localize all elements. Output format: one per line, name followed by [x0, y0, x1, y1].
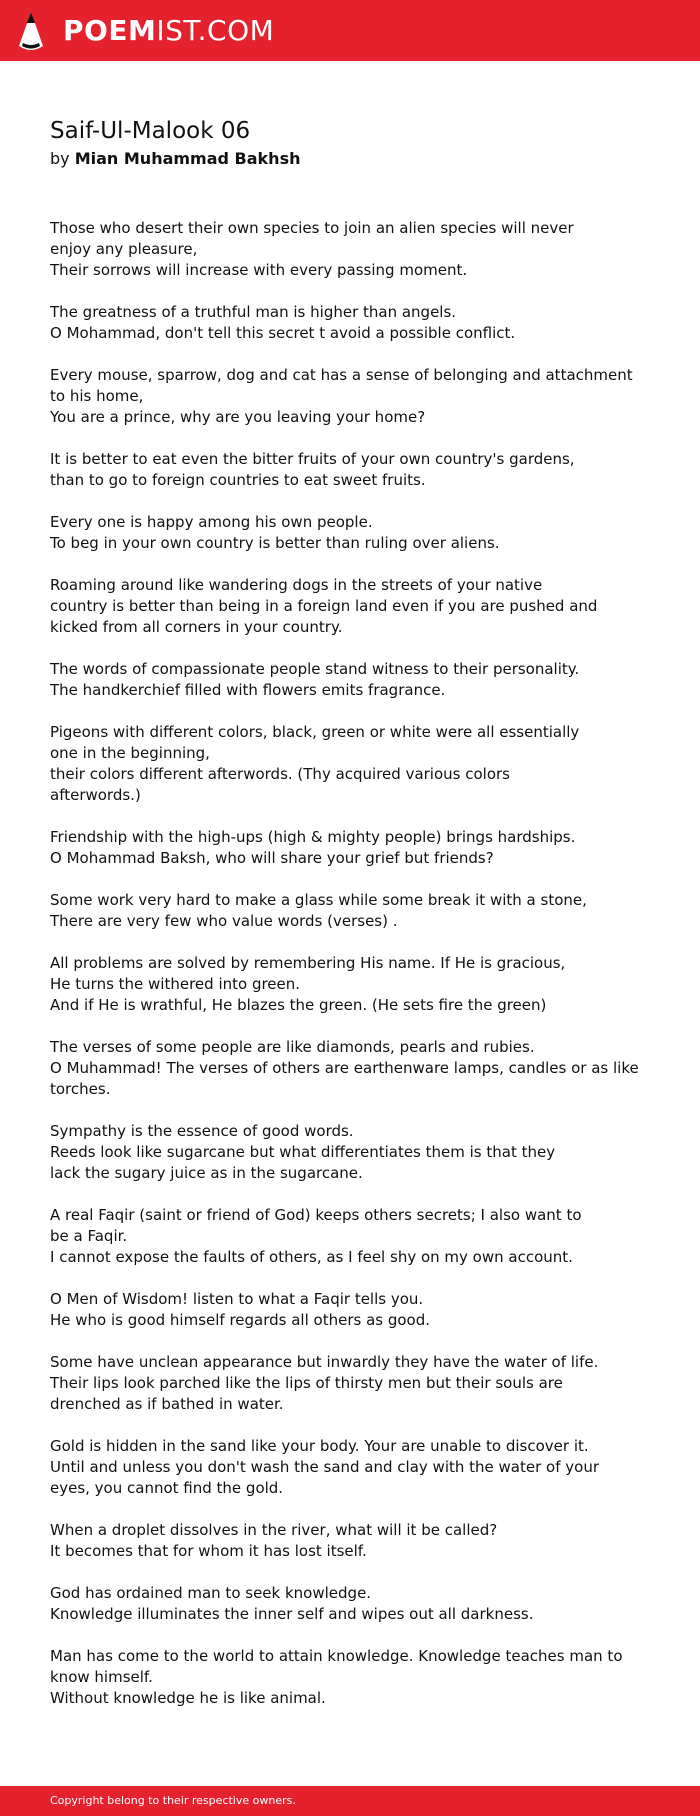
poem-line: lack the sugary juice as in the sugarcane.: [50, 1164, 363, 1182]
poem-line: The words of compassionate people stand witness to their personality.: [50, 660, 580, 678]
poem-line: know himself.: [50, 1668, 153, 1686]
stanza: [50, 1436, 610, 1499]
poem-line: than to go to foreign countries to eat sweet fruits.: [50, 471, 426, 489]
site-footer: [0, 1786, 700, 1816]
stanza: [50, 512, 610, 554]
stanza: [50, 1205, 610, 1268]
poem-line: eyes, you cannot find the gold.: [50, 1479, 284, 1497]
stanza: [50, 218, 610, 281]
stanza: [50, 953, 610, 1016]
poem-line: The greatness of a truthful man is higher than angels.: [50, 303, 457, 321]
byline-prefix: by: [50, 149, 70, 168]
poem-line: Gold is hidden in the sand like your body. Your are unable to discover it.: [50, 1437, 589, 1455]
poem-line: All problems are solved by remembering His name. If He is gracious,: [50, 954, 566, 972]
poem-line: to his home,: [50, 387, 144, 405]
stanza: [50, 722, 610, 806]
poem-line: enjoy any pleasure,: [50, 240, 198, 258]
poem-title: Saif-Ul-Malook 06: [50, 118, 251, 144]
poem-line: Some work very hard to make a glass while some break it with a stone,: [50, 891, 587, 909]
stanza: [50, 302, 610, 344]
author-name[interactable]: Mian Muhammad Bakhsh: [74, 149, 301, 168]
poem-line: It becomes that for whom it has lost itself.: [50, 1542, 367, 1560]
stanza: [50, 659, 610, 701]
poem-line: Those who desert their own species to join an alien species will never: [50, 219, 574, 237]
logo-text-light: IST.COM: [156, 14, 275, 47]
poem-line: He who is good himself regards all others as good.: [50, 1311, 431, 1329]
poem-line: Until and unless you don't wash the sand and clay with the water of your: [50, 1458, 599, 1476]
poem-line: And if He is wrathful, He blazes the green. (He sets fire the green): [50, 996, 547, 1014]
stanza: [50, 890, 610, 932]
stanza: [50, 449, 610, 491]
poem-line: country is better than being in a foreign land even if you are pushed and: [50, 597, 598, 615]
poem-line: Knowledge illuminates the inner self and wipes out all darkness.: [50, 1605, 534, 1623]
site-header: [0, 0, 700, 61]
poem-line: It is better to eat even the bitter fruits of your own country's gardens,: [50, 450, 575, 468]
pencil-logo-icon: [17, 10, 45, 52]
poem-line: O Men of Wisdom! listen to what a Faqir tells you.: [50, 1290, 424, 1308]
poem-line: be a Faqir.: [50, 1227, 128, 1245]
poem-line: Sympathy is the essence of good words.: [50, 1122, 354, 1140]
poem-line: The handkerchief filled with flowers emits fragrance.: [50, 681, 446, 699]
poem-line: Their lips look parched like the lips of thirsty men but their souls are: [50, 1374, 563, 1392]
poem-line: Man has come to the world to attain knowledge. Knowledge teaches man to: [50, 1647, 623, 1665]
poem-line: Without knowledge he is like animal.: [50, 1689, 326, 1707]
byline: [50, 148, 300, 170]
poem-line: He turns the withered into green.: [50, 975, 301, 993]
stanza: [50, 1121, 610, 1184]
poem-line: A real Faqir (saint or friend of God) keeps others secrets; I also want to: [50, 1206, 582, 1224]
site-logo-text: [63, 10, 274, 52]
poem-line: their colors different afterwords. (Thy acquired various colors: [50, 765, 510, 783]
poem-line: Some have unclean appearance but inwardly they have the water of life.: [50, 1353, 599, 1371]
poem-line: I cannot expose the faults of others, as I feel shy on my own account.: [50, 1248, 573, 1266]
stanza: [50, 365, 633, 428]
poem-line: Their sorrows will increase with every passing moment.: [50, 261, 468, 279]
logo-text-bold: POEM: [63, 14, 157, 47]
copyright-notice: Copyright belong to their respective owners.: [50, 1794, 296, 1807]
stanza: [50, 1352, 610, 1415]
poem-line: O Muhammad! The verses of others are earthenware lamps, candles or as like: [50, 1059, 639, 1077]
poem-line: There are very few who value words (verses) .: [50, 912, 398, 930]
poem-line: Friendship with the high-ups (high & mighty people) brings hardships.: [50, 828, 576, 846]
stanza: [50, 827, 610, 869]
poem-line: Reeds look like sugarcane but what differentiates them is that they: [50, 1143, 556, 1161]
poem-line: kicked from all corners in your country.: [50, 618, 343, 636]
poem-line: torches.: [50, 1080, 111, 1098]
poem-line: God has ordained man to seek knowledge.: [50, 1584, 372, 1602]
poem-line: Every one is happy among his own people.: [50, 513, 373, 531]
poem-line: Every mouse, sparrow, dog and cat has a sense of belonging and attachment: [50, 366, 633, 384]
poem-line: You are a prince, why are you leaving your home?: [50, 408, 426, 426]
poem-line: When a droplet dissolves in the river, what will it be called?: [50, 1521, 498, 1539]
poem-line: The verses of some people are like diamonds, pearls and rubies.: [50, 1038, 535, 1056]
poem-line: O Mohammad, don't tell this secret t avoid a possible conflict.: [50, 324, 516, 342]
poem-line: one in the beginning,: [50, 744, 210, 762]
poem-line: Roaming around like wandering dogs in the streets of your native: [50, 576, 543, 594]
stanza: [50, 1037, 639, 1100]
stanza: [50, 1520, 610, 1562]
poem-line: To beg in your own country is better than ruling over aliens.: [50, 534, 500, 552]
site-logo[interactable]: [17, 10, 274, 52]
poem-line: Pigeons with different colors, black, green or white were all essentially: [50, 723, 580, 741]
stanza: [50, 1646, 623, 1709]
poem-line: O Mohammad Baksh, who will share your grief but friends?: [50, 849, 494, 867]
stanza: [50, 1289, 610, 1331]
stanza: [50, 575, 610, 638]
poem-body: [50, 218, 639, 1730]
stanza: [50, 1583, 610, 1625]
poem-line: drenched as if bathed in water.: [50, 1395, 284, 1413]
poem-line: afterwords.): [50, 786, 141, 804]
